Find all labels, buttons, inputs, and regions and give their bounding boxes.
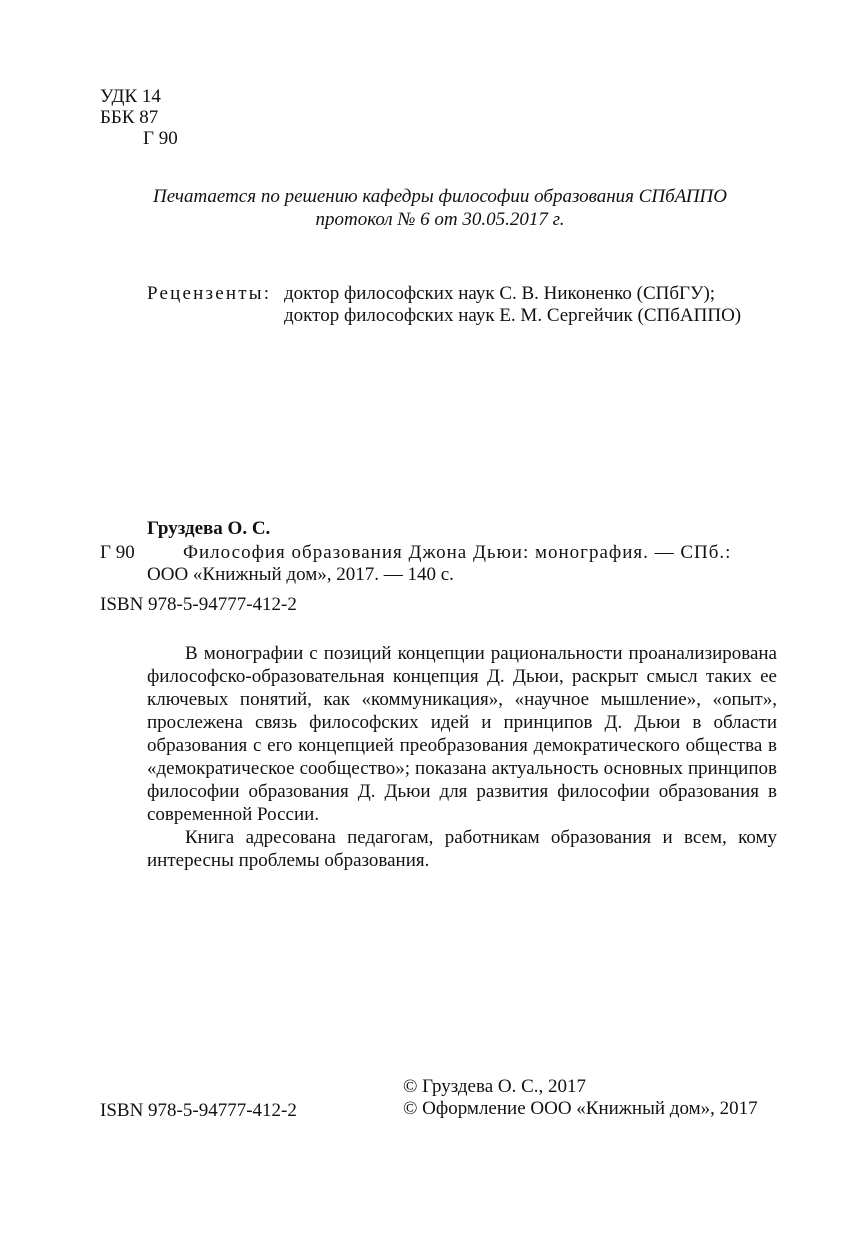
- approval-line-2: протокол № 6 от 30.05.2017 г.: [315, 209, 565, 230]
- reviewer-2: доктор философских наук Е. М. Сергейчик (СПбАППО): [284, 305, 742, 326]
- author-mark: Г 90: [143, 128, 178, 149]
- bbk-code: ББК 87: [100, 107, 159, 128]
- abstract-paragraph-1: В монографии с позиций концепции рациональности проанализирована философско-образовательная концепция Д. Дьюи, раскрыт смысл таких ее ключевых понятий, как «коммуникация», «научное мышление», «опыт», прослежена связь философских идей и принципов Д. Дьюи в области образования с его концепцией преобразования демократического общества в «демократическое сообщество»; показана актуальность основных принципов философии образования Д. Дьюи для развития философии образования в современной России.: [147, 643, 777, 825]
- bib-author-mark: Г 90: [100, 542, 135, 563]
- approval-line-1: Печатается по решению кафедры философии образования СПбАППО: [152, 186, 727, 207]
- bib-title-line-1: Философия образования Джона Дьюи: монография. — СПб.:: [183, 542, 732, 563]
- footer-isbn: ISBN 978-5-94777-412-2: [100, 1100, 297, 1121]
- abstract: [147, 642, 777, 872]
- reviewers-label: Рецензенты:: [147, 283, 272, 304]
- udk-code: УДК 14: [100, 86, 161, 107]
- author-name: Груздева О. С.: [147, 518, 271, 539]
- bib-isbn: ISBN 978-5-94777-412-2: [100, 594, 297, 615]
- copyright-design: © Оформление ООО «Книжный дом», 2017: [403, 1098, 758, 1119]
- bib-title-line-2: ООО «Книжный дом», 2017. — 140 с.: [147, 564, 454, 585]
- abstract-paragraph-2: Книга адресована педагогам, работникам образования и всем, кому интересны проблемы образования.: [147, 827, 777, 871]
- copyright-author: © Груздева О. С., 2017: [403, 1076, 587, 1097]
- reviewer-1: доктор философских наук С. В. Никоненко (СПбГУ);: [284, 283, 716, 304]
